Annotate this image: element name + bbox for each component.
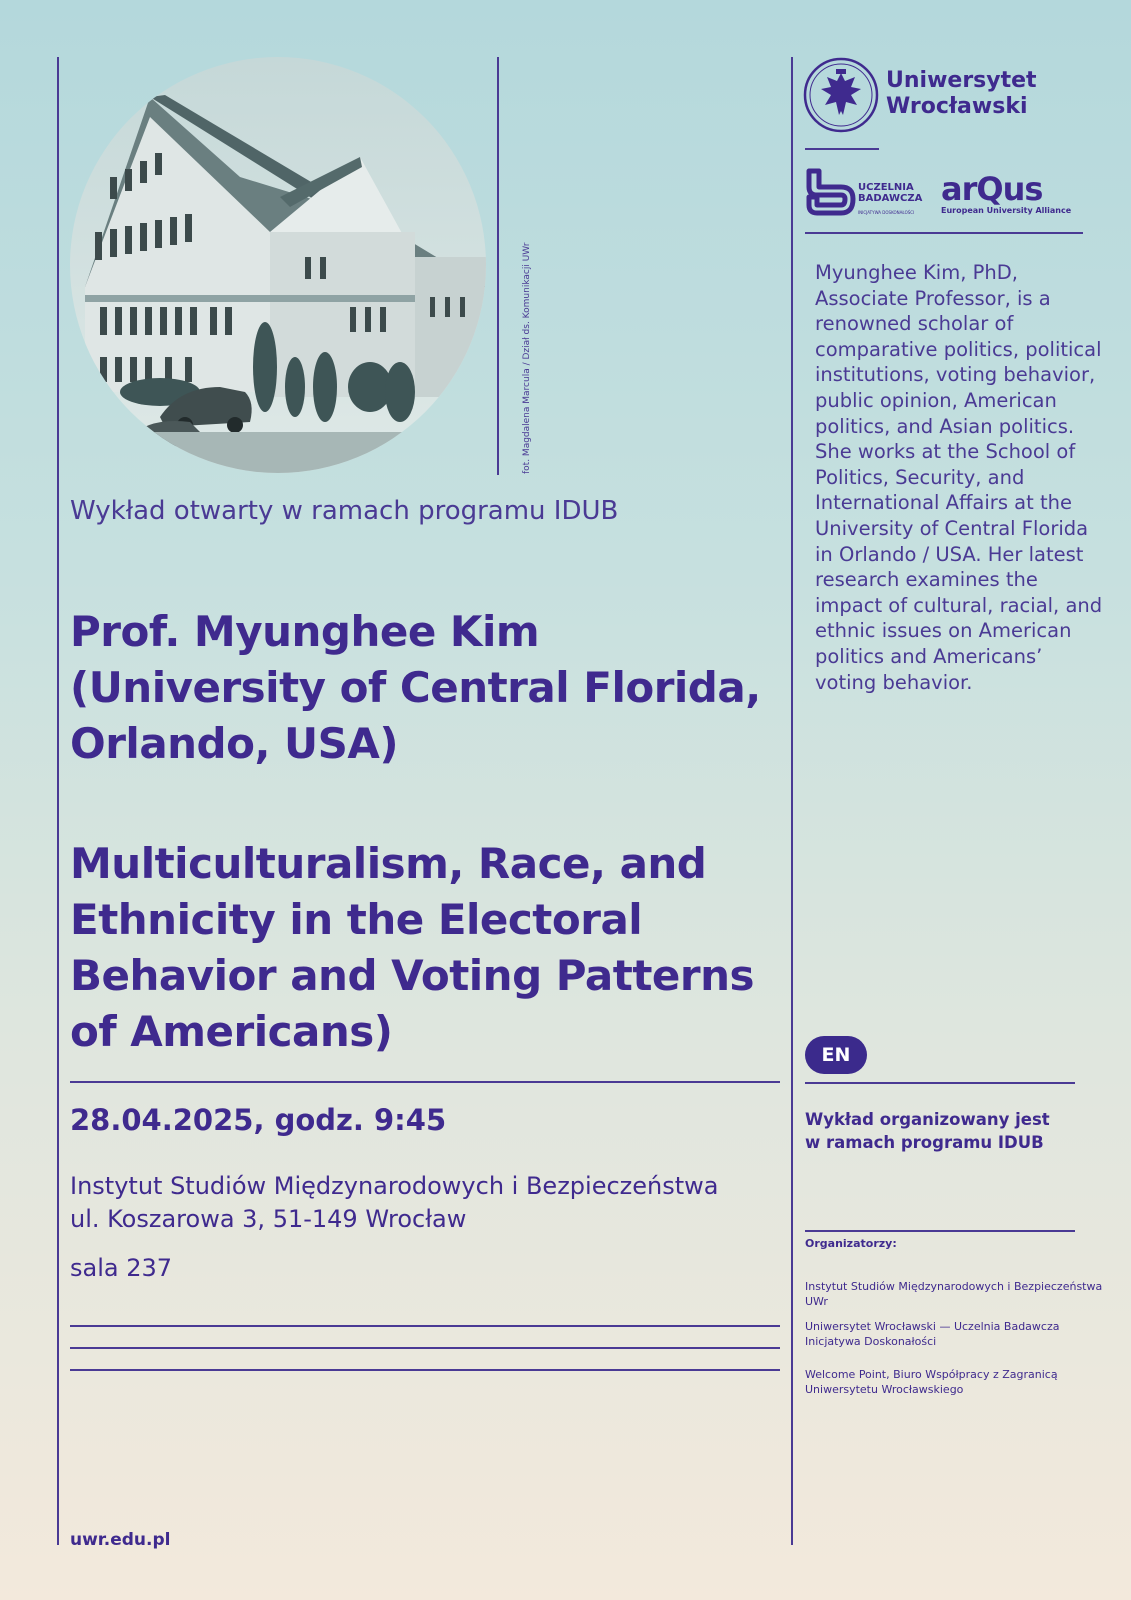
organizers-label: Organizatorzy:: [805, 1237, 897, 1250]
photo-divider-line: [497, 57, 499, 475]
venue-address: ul. Koszarowa 3, 51-149 Wrocław: [70, 1205, 467, 1233]
title-line: Behavior and Voting Patterns: [70, 951, 755, 1000]
research-university-line: UCZELNIA: [858, 182, 914, 193]
building-photo: [70, 57, 486, 473]
footer-line-3: [70, 1369, 780, 1371]
venue-room: sala 237: [70, 1254, 173, 1282]
arqus-logo: arQus: [941, 170, 1043, 208]
event-date: 28.04.2025, godz. 9:45: [70, 1103, 447, 1137]
badge-separator-line: [805, 1082, 1075, 1084]
research-university-line: BADAWCZA: [858, 193, 923, 204]
website-link[interactable]: uwr.edu.pl: [70, 1530, 171, 1550]
arqus-subtitle: European University Alliance: [941, 206, 1072, 215]
footer-line-1: [70, 1325, 780, 1327]
university-name-line: Uniwersytet: [886, 68, 1037, 93]
speaker-name: [70, 604, 770, 772]
lecture-title: [70, 836, 770, 1060]
speaker-line: Orlando, USA): [70, 719, 399, 768]
lecture-intro: Wykład otwarty w ramach programu IDUB: [70, 496, 619, 526]
university-name-line: Wrocławski: [886, 94, 1028, 119]
speaker-line: (University of Central Florida,: [70, 663, 761, 712]
speaker-line: Prof. Myunghee Kim: [70, 607, 540, 656]
date-separator-line: [70, 1081, 780, 1083]
photo-credit: fot. Magdalena Marcula / Dział ds. Komunikacji UWr: [522, 242, 532, 474]
program-note: Wykład organizowany jest w ramach programu IDUB: [805, 1110, 1050, 1152]
title-line: Ethnicity in the Electoral: [70, 895, 643, 944]
research-university-subtitle: INICJATYWA DOSKONAŁOŚCI: [858, 210, 915, 215]
venue-institute: Instytut Studiów Międzynarodowych i Bezpieczeństwa: [70, 1172, 719, 1200]
organizer-item: Welcome Point, Biuro Współpracy z Zagranicą Uniwersytetu Wrocławskiego: [805, 1368, 1058, 1396]
university-eagle-icon: [803, 57, 879, 133]
footer-line-2: [70, 1347, 780, 1349]
logo-separator-short: [805, 148, 879, 150]
organizer-item: Uniwersytet Wrocławski — Uczelnia Badawcza Inicjatywa Doskonałości: [805, 1320, 1060, 1348]
title-line: of Americans): [70, 1007, 393, 1056]
organizer-item: Instytut Studiów Międzynarodowych i Bezpieczeństwa UWr: [805, 1280, 1103, 1308]
logo-separator-long: [805, 232, 1083, 234]
research-university-label: [858, 182, 922, 204]
language-badge: EN: [805, 1036, 867, 1074]
speaker-bio: Myunghee Kim, PhD, Associate Professor, is a renowned scholar of comparative politics, political institutions, voting behavior, public opinion, American politics, and Asian politics. She works at the School of Politics, Security, and International Affairs at the University of Central Florida in Orlando / USA. Her latest research examines the impact of cultural, racial, and ethnic issues on American politics and Americans’ voting behavior.: [815, 261, 1103, 694]
organizers-separator-line: [805, 1230, 1075, 1232]
university-name: [886, 68, 1037, 120]
left-border-line: [57, 57, 59, 1545]
research-university-icon: [803, 167, 857, 219]
column-divider-line: [791, 57, 793, 1545]
title-line: Multiculturalism, Race, and: [70, 839, 707, 888]
